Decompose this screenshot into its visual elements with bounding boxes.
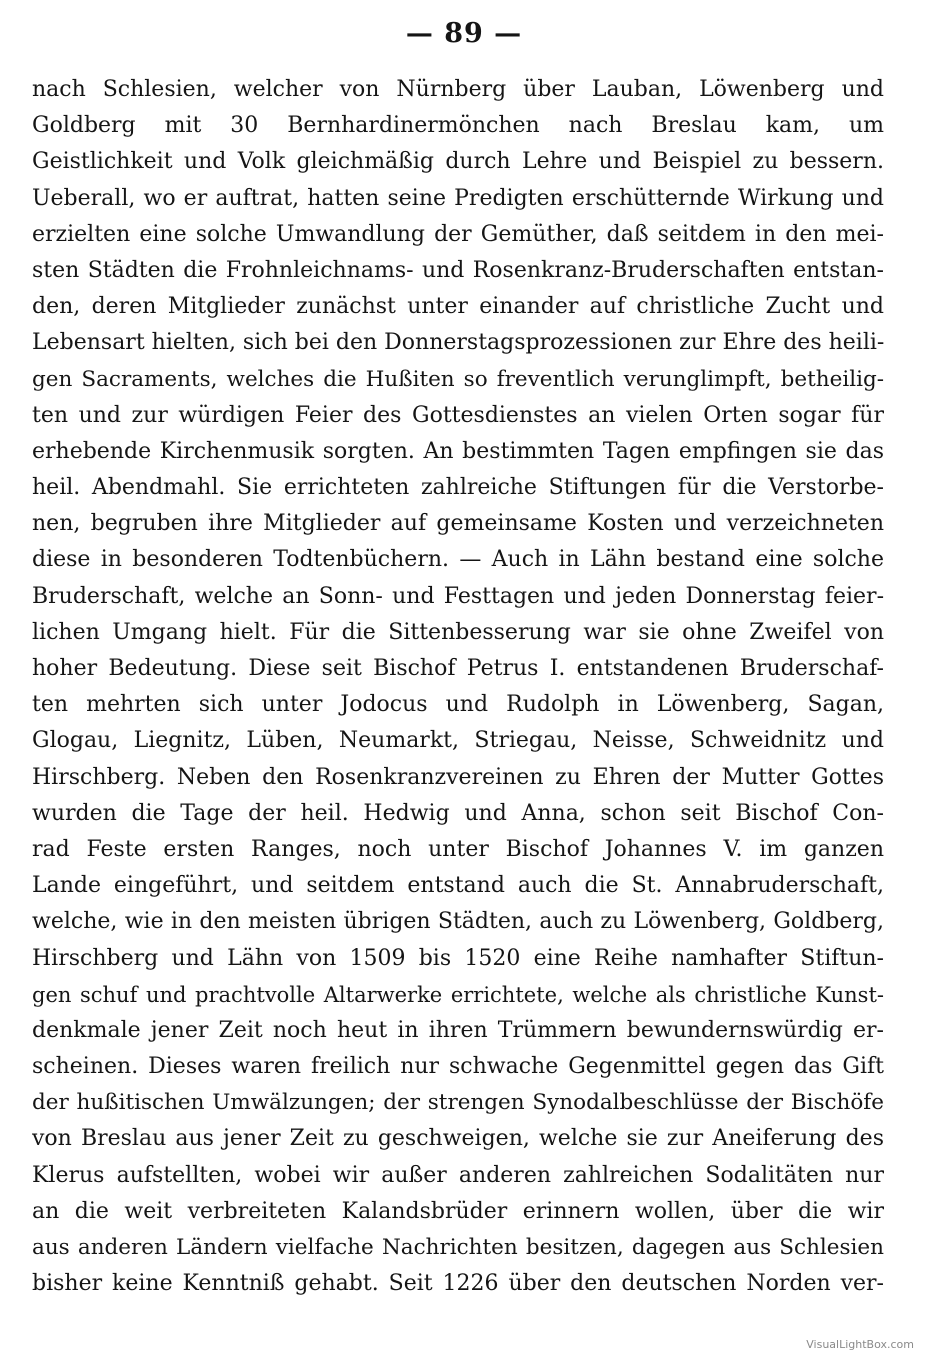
text-line: nach Schlesien, welcher von Nürnberg über Lauban, Löwenberg und xyxy=(32,77,884,102)
text-line: ten mehrten sich unter Jodocus und Rudolph in Löwenberg, Sagan, xyxy=(32,692,884,718)
text-line: welche, wie in den meisten übrigen Städten, auch zu Löwenberg, Goldberg, xyxy=(32,909,884,935)
body-text xyxy=(32,72,884,1302)
text-line: scheinen. Dieses waren freilich nur schwache Gegenmittel gegen das Gift xyxy=(32,1054,884,1080)
text-line: Glogau, Liegnitz, Lüben, Neumarkt, Striegau, Neisse, Schweidnitz und xyxy=(32,728,884,754)
text-line: sten Städten die Frohnleichnams- und Rosenkranz-Bruderschaften entstan- xyxy=(32,257,884,283)
text-line: den, deren Mitglieder zunächst unter einander auf christliche Zucht und xyxy=(32,294,884,320)
text-line: Hirschberg und Lähn von 1509 bis 1520 eine Reihe namhafter Stiftun- xyxy=(32,945,884,971)
text-line: erhebende Kirchenmusik sorgten. An bestimmten Tagen empfingen sie das xyxy=(32,438,884,464)
text-line: der hußitischen Umwälzungen; der strengen Synodalbeschlüsse der Bischöfe xyxy=(32,1090,884,1116)
text-line: rad Feste ersten Ranges, noch unter Bischof Johannes V. im ganzen xyxy=(32,836,884,862)
page-number-header: — 89 — xyxy=(405,18,523,49)
text-line: gen Sacraments, welches die Hußiten so freventlich verunglimpft, betheilig- xyxy=(32,366,884,392)
text-line: an die weit verbreiteten Kalandsbrüder erinnern wollen, über die wir xyxy=(32,1198,884,1224)
text-line: hoher Bedeutung. Diese seit Bischof Petrus I. entstandenen Bruderschaf- xyxy=(32,656,884,681)
text-line: Klerus aufstellten, wobei wir außer anderen zahlreichen Sodalitäten nur xyxy=(32,1162,884,1188)
text-line: Goldberg mit 30 Bernhardinermönchen nach Breslau kam, um xyxy=(32,113,884,139)
text-line: bisher keine Kenntniß gehabt. Seit 1226 über den deutschen Norden ver- xyxy=(32,1271,884,1297)
text-line: von Breslau aus jener Zeit zu geschweigen, welche sie zur Aneiferung des xyxy=(32,1126,884,1152)
watermark: VisualLightBox.com xyxy=(806,1338,914,1351)
text-line: erzielten eine solche Umwandlung der Gemüther, daß seitdem in den mei- xyxy=(32,221,884,247)
text-line: denkmale jener Zeit noch heut in ihren Trümmern bewundernswürdig er- xyxy=(32,1017,884,1043)
text-line: lichen Umgang hielt. Für die Sittenbesserung war sie ohne Zweifel von xyxy=(32,619,884,645)
text-line: gen schuf und prachtvolle Altarwerke errichtete, welche als christliche Kunst- xyxy=(32,982,884,1007)
text-line: Lebensart hielten, sich bei den Donnerstagsprozessionen zur Ehre des heili- xyxy=(32,330,884,356)
text-line: Lande eingeführt, und seitdem entstand auch die St. Annabruderschaft, xyxy=(32,873,884,899)
text-line: Bruderschaft, welche an Sonn- und Festtagen und jeden Donnerstag feier- xyxy=(32,583,884,609)
text-line: Geistlichkeit und Volk gleichmäßig durch Lehre und Beispiel zu bessern. xyxy=(32,149,884,175)
text-line: heil. Abendmahl. Sie errichteten zahlreiche Stiftungen für die Verstorbe- xyxy=(32,475,884,501)
text-line: nen, begruben ihre Mitglieder auf gemeinsame Kosten und verzeichneten xyxy=(32,511,884,537)
text-line: Ueberall, wo er auftrat, hatten seine Predigten erschütternde Wirkung und xyxy=(32,185,884,211)
text-line: aus anderen Ländern vielfache Nachrichten besitzen, dagegen aus Schlesien xyxy=(32,1235,884,1260)
text-line: diese in besonderen Todtenbüchern. — Auch in Lähn bestand eine solche xyxy=(32,547,884,573)
text-line: wurden die Tage der heil. Hedwig und Anna, schon seit Bischof Con- xyxy=(32,800,884,826)
text-line: Hirschberg. Neben den Rosenkranzvereinen zu Ehren der Mutter Gottes xyxy=(32,764,884,790)
text-line: ten und zur würdigen Feier des Gottesdienstes an vielen Orten sogar für xyxy=(32,402,884,428)
